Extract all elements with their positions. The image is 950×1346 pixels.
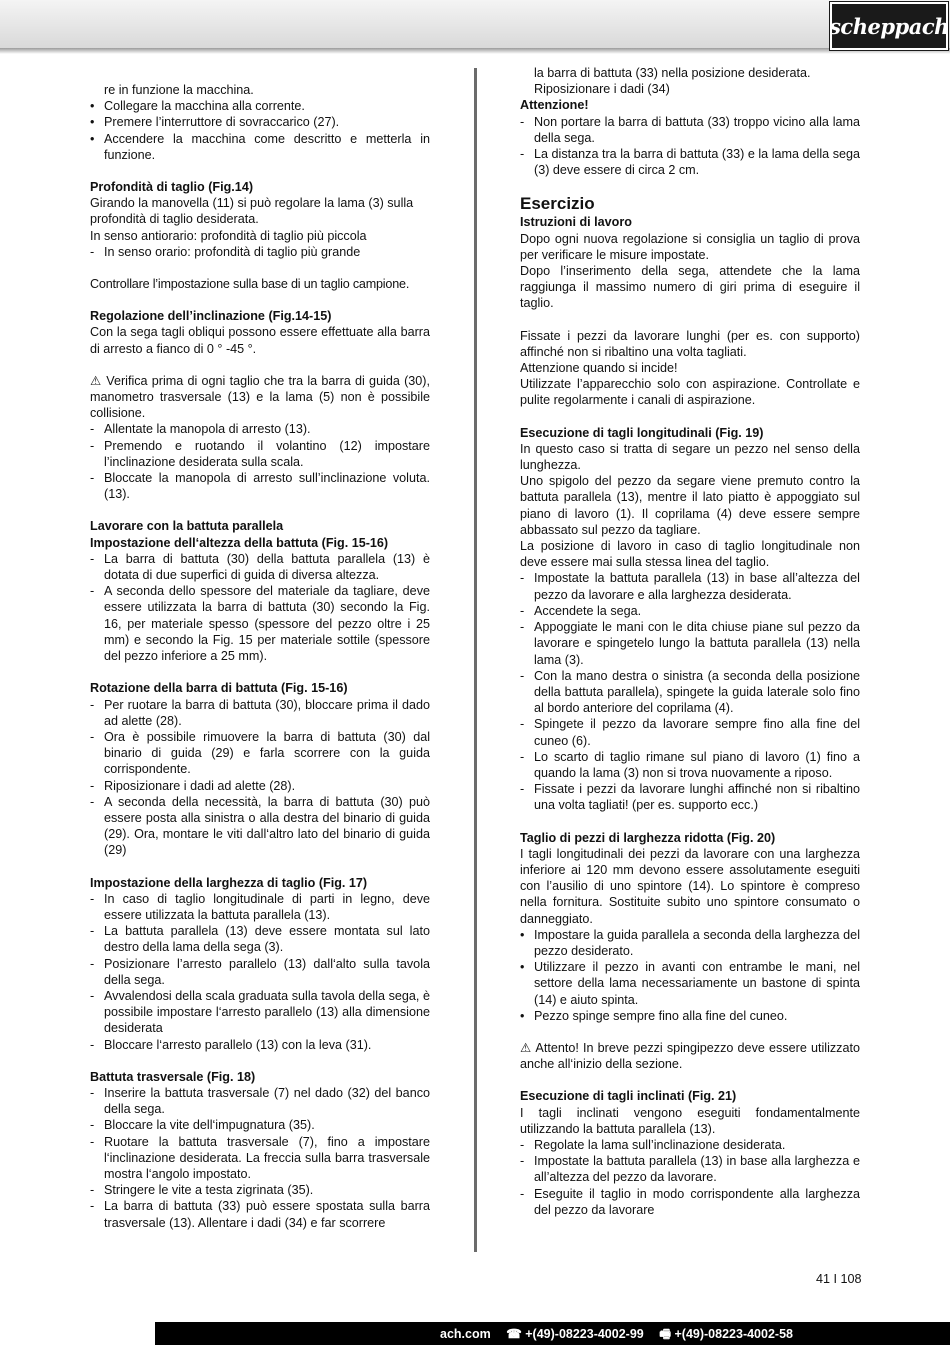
- list-item: - Regolate la lama sull’inclinazione desiderata.: [520, 1137, 860, 1153]
- paragraph: Attenzione quando si incide!: [520, 361, 678, 376]
- paragraph: Girando la manovella (11) si può regolare la lama (3) sulla profondità di taglio desiderata.: [90, 196, 414, 227]
- attention-label: Attenzione!: [520, 98, 589, 113]
- list-item: - La battuta parallela (13) deve essere montata sul lato destro della lama della sega (3).: [90, 923, 430, 955]
- footer-website[interactable]: ach.com: [440, 1327, 491, 1341]
- list-item: - A seconda della necessità, la barra di battuta (30) può essere posta alla sinistra o alla destra del binario di guida (29). Ora, montare le viti dall‘altro lato del binario di guida (29): [90, 794, 430, 859]
- section-heading-inclined: Esecuzione di tagli inclinati (Fig. 21): [520, 1089, 737, 1104]
- subsection-heading: Impostazione dell‘altezza della battuta (Fig. 15-16): [90, 535, 389, 550]
- header-shadow: [0, 48, 950, 54]
- section-heading-instructions: Istruzioni di lavoro: [520, 215, 632, 230]
- section-heading-narrow: Taglio di pezzi di larghezza ridotta (Fig. 20): [520, 830, 776, 845]
- list-item: - Eseguite il taglio in modo corrispondente alla larghezza del pezzo da lavorare: [520, 1186, 860, 1218]
- section-heading-tilt: Regolazione dell’inclinazione (Fig.14-15): [90, 309, 332, 324]
- list-item: - Con la mano destra o sinistra (a seconda della posizione della battuta parallela), spingete la guida laterale solo fino al bordo anteriore del coprilama (4).: [520, 668, 860, 717]
- list-item: - In caso di taglio longitudinale di parti in legno, deve essere utilizzata la battuta parallela (13).: [90, 891, 430, 923]
- brand-logo: scheppach: [830, 2, 948, 50]
- paragraph: In questo caso si tratta di segare un pezzo nel senso della lunghezza.: [520, 441, 860, 473]
- list-item: - Posizionare l’arresto parallelo (13) dall‘alto sulla tavola della sega.: [90, 956, 430, 988]
- footer-left-block: [0, 1322, 155, 1345]
- list-item: - Ruotare la battuta trasversale (7), fino a impostare l‘inclinazione desiderata. La freccia sulla barra trasversale mostra l‘angolo impostato.: [90, 1134, 430, 1183]
- list-item: - Avvalendosi della scala graduata sulla tavola della sega, è possibile impostare l‘arresto parallelo (13) alla dimensione desiderata: [90, 988, 430, 1037]
- list-item: - Bloccare l‘arresto parallelo (13) con la leva (31).: [90, 1037, 430, 1053]
- section-heading-rotation: Rotazione della barra di battuta (Fig. 15-16): [90, 681, 348, 696]
- header-band: [0, 0, 950, 48]
- list-item: - Per ruotare la barra di battuta (30), bloccare prima il dado ad alette (28).: [90, 697, 430, 729]
- paragraph: I tagli longitudinali dei pezzi da lavorare con una larghezza inferiore ai 120 mm devono essere assolutamente eseguiti con l’ausilio di uno spintore (14). Lo spintore è compreso nella fornitura. Sostituite subito uno spintore consumato o danneggiato.: [520, 846, 860, 926]
- paragraph: In senso antiorario: profondità di taglio più piccola: [90, 228, 367, 243]
- list-item: - In senso orario: profondità di taglio più grande: [90, 244, 430, 260]
- paragraph: Fissate i pezzi da lavorare lunghi (per es. con supporto) affinché non si ribaltino una volta tagliati.: [520, 328, 860, 359]
- section-heading-width: Impostazione della larghezza di taglio (Fig. 17): [90, 875, 368, 890]
- section-heading-longitudinal: Esecuzione di tagli longitudinali (Fig. 19): [520, 425, 764, 440]
- footer-phone: ☎ +(49)-08223-4002-99: [506, 1327, 644, 1341]
- list-item: - Fissate i pezzi da lavorare lunghi affinché non si ribaltino una volta tagliati! (per es. supporto ecc.): [520, 781, 860, 813]
- list-item: • Impostare la guida parallela a seconda della larghezza del pezzo desiderato.: [520, 927, 860, 959]
- list-item: - Impostate la battuta parallela (13) in base all’altezza del pezzo da lavorare e alla larghezza desiderata.: [520, 570, 860, 602]
- paragraph: Uno spigolo del pezzo da segare viene premuto contro la battuta parallela (13), mentre il lato piatto è appoggiato sul piano di lavoro (1). Il coprilama (4) deve essere sempre abbassato sul pezzo da tagliare.: [520, 474, 860, 537]
- list-item: - Stringere le vite a testa zigrinata (35).: [90, 1182, 430, 1198]
- section-heading-cross: Battuta trasversale (Fig. 18): [90, 1069, 256, 1084]
- paragraph: Riposizionare i dadi (34): [534, 82, 670, 97]
- footer-contacts: [440, 1325, 805, 1346]
- list-item: • Utilizzare il pezzo in avanti con entrambe le mani, nel settore della lama necessariamente un bastone di spinta (14) e aiuto spinta.: [520, 959, 860, 1008]
- list-item: - La distanza tra la barra di battuta (33) e la lama della sega (3) deve essere di circa 2 cm.: [520, 146, 860, 178]
- list-item: • Accendere la macchina come descritto e metterla in funzione.: [90, 131, 430, 163]
- list-item: - Impostate la battuta parallela (13) in base alla larghezza e all’altezza del pezzo da lavorare.: [520, 1153, 860, 1185]
- page-number: 41 I 108: [816, 1272, 862, 1286]
- list-item: • Pezzo spinge sempre fino alla fine del cuneo.: [520, 1008, 860, 1024]
- paragraph: I tagli inclinati vengono eseguiti fondamentalmente utilizzando la battuta parallela (13).: [520, 1105, 860, 1136]
- list-item: - Non portare la barra di battuta (33) troppo vicino alla lama della sega.: [520, 114, 860, 146]
- list-item: - La barra di battuta (30) della battuta parallela (13) è dotata di due superfici di guida di diversa altezza.: [90, 551, 430, 583]
- list-item: - A seconda dello spessore del materiale da tagliare, deve essere utilizzata la barra di battuta (30) secondo la Fig. 16, per materiale spesso (spessore del pezzo oltre i 25 mm) e secondo la Fig. 15 per materiale sottile (spessore del pezzo inferiore a 25 mm).: [90, 583, 430, 664]
- column-divider: [474, 68, 477, 1252]
- paragraph: Controllare l’impostazione sulla base di un taglio campione.: [90, 277, 410, 292]
- paragraph: la barra di battuta (33) nella posizione desiderata.: [534, 66, 811, 80]
- chapter-title-esercizio: Esercizio: [520, 194, 595, 214]
- paragraph: Utilizzate l’apparecchio solo con aspirazione. Controllate e pulite regolarmente i canali di aspirazione.: [520, 377, 860, 408]
- paragraph: Con la sega tagli obliqui possono essere effettuate alla barra di arresto a fianco di 0 ° -45 °.: [90, 325, 430, 356]
- warning-note: ⚠ Attento! In breve pezzi spingipezzo deve essere utilizzato anche all‘inizio della sezione.: [520, 1040, 860, 1072]
- list-item: - Appoggiate le mani con le dita chiuse piane sul pezzo da lavorare e spingetelo lungo la battuta parallela (13) nella lama (3).: [520, 619, 860, 668]
- list-item: - Premendo e ruotando il volantino (12) impostare l’inclinazione desiderata sulla scala.: [90, 438, 430, 470]
- list-item: - Bloccate la manopola di arresto sull’inclinazione voluta. (13).: [90, 470, 430, 502]
- list-item: - Riposizionare i dadi ad alette (28).: [90, 778, 430, 794]
- intro-list: [90, 82, 430, 163]
- list-item: • Collegare la macchina alla corrente.: [90, 98, 430, 114]
- footer-fax: 🖷 +(49)-08223-4002-58: [659, 1327, 793, 1341]
- list-item: - La barra di battuta (33) può essere spostata sulla barra trasversale (13). Allentare i dadi (34) e far scorrere: [90, 1198, 430, 1230]
- paragraph: Dopo ogni nuova regolazione si consiglia un taglio di prova per verificare le misure impostate.: [520, 231, 860, 262]
- list-item: - Allentate la manopola di arresto (13).: [90, 421, 430, 437]
- list-item: - Inserire la battuta trasversale (7) nel dado (32) del banco della sega.: [90, 1085, 430, 1117]
- warning-note: ⚠ Verifica prima di ogni taglio che tra la barra di guida (30), manometro trasversale (13) e la lama (5) non è possibile collisione.: [90, 373, 430, 421]
- paragraph: La posizione di lavoro in caso di taglio longitudinale non deve essere mai sulla stessa linea del taglio.: [520, 539, 860, 570]
- section-heading-depth: Profondità di taglio (Fig.14): [90, 180, 254, 195]
- section-heading-parallel: Lavorare con la battuta parallela: [90, 519, 284, 534]
- list-item: - Bloccare la vite dell‘impugnatura (35).: [90, 1117, 430, 1133]
- list-item: • Premere l’interruttore di sovraccarico (27).: [90, 114, 430, 130]
- list-item: - Spingete il pezzo da lavorare sempre fino alla fine del cuneo (6).: [520, 716, 860, 748]
- left-column: [90, 82, 430, 1231]
- list-item: re in funzione la macchina.: [104, 83, 254, 97]
- list-item: - Ora è possibile rimuovere la barra di battuta (30) dal binario di guida (29) e farla scorrere con la guida corrispondente.: [90, 729, 430, 778]
- right-column: [520, 65, 860, 1218]
- list-item: - Accendete la sega.: [520, 603, 860, 619]
- list-item: - Lo scarto di taglio rimane sul piano di lavoro (1) fino a quando la lama (3) non si trova nuovamente a riposo.: [520, 749, 860, 781]
- paragraph: Dopo l’inserimento della sega, attendete che la lama raggiunga il massimo numero di giri prima di eseguire il taglio.: [520, 264, 860, 311]
